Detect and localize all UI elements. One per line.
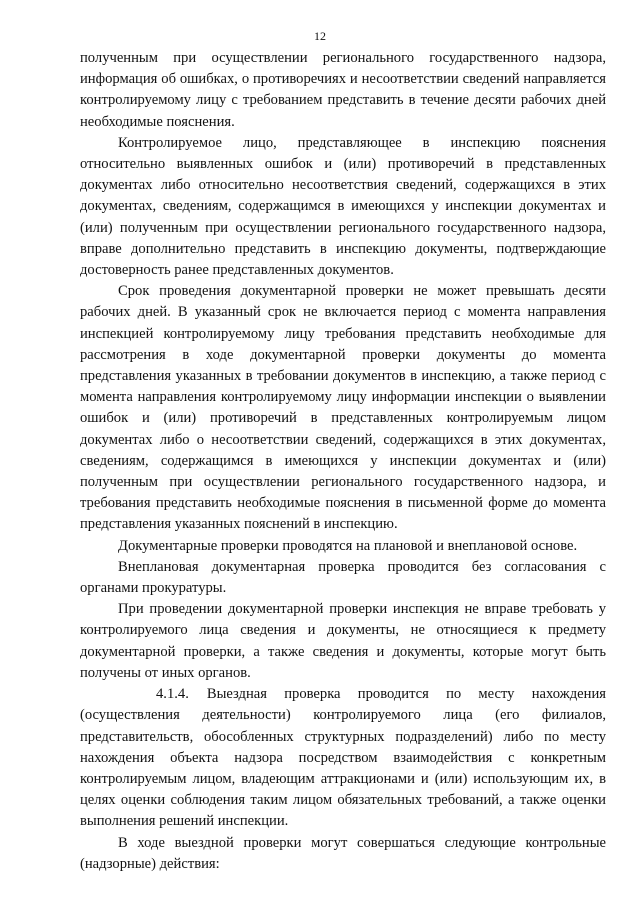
section-number: 4.1.4.	[156, 686, 189, 703]
section-text: Выездная проверка проводится по месту нахождения (осуществления деятельности) контролируемого лица (его филиалов, представительств, обособленных структурных подразделений) либо по месту нахождения объекта надзора посредством взаимодействия с конкретным контролируемым лицом, владеющим аттракционами и (или) использующим их, в целях оценки соблюдения таким лицом обязательных требований, а также оценки выполнения решений инспекции.	[80, 686, 606, 830]
paragraph-term: Срок проведения документарной проверки не может превышать десяти рабочих дней. В указанный срок не включается период с момента направления инспекцией контролируемому лицу требования представить необходимые для рассмотрения в ходе документарной проверки документы до момента представления указанных в требовании документов в инспекцию, а также период с момента направления контролируемому лицу информации инспекции о выявлении ошибок и (или) противоречий в представленных контролируемым лицом документах либо о несоответствии сведений, содержащихся в этих документах, сведениям, содержащимся в имеющихся у инспекции документах и (или) полученным при осуществлении регионального государственного надзора, и требования представить необходимые пояснения в письменной форме до момента представления указанных пояснений в инспекцию.	[80, 283, 606, 533]
paragraph-section-4-1-4	[80, 684, 606, 832]
paragraph-restrictions: При проведении документарной проверки инспекция не вправе требовать у контролируемого лица сведения и документы, не относящиеся к предмету документарной проверки, а также сведения и документы, которые могут быть получены от иных органов.	[80, 601, 606, 681]
paragraph-actions: В ходе выездной проверки могут совершаться следующие контрольные (надзорные) действия:	[80, 834, 606, 872]
paragraph-unscheduled: Внеплановая документарная проверка проводится без согласования с органами прокуратуры.	[80, 558, 606, 597]
page-number: 12	[314, 29, 326, 43]
paragraph-basis: Документарные проверки проводятся на плановой и внеплановой основе.	[118, 537, 578, 554]
paragraph-explanations: Контролируемое лицо, представляющее в инспекцию пояснения относительно выявленных ошибок и (или) противоречий в представленных документах либо относительно несоответствия сведений, содержащихся в этих документах, сведениям, содержащимся в имеющихся у инспекции документах и (или) полученным при осуществлении регионального государственного надзора, вправе дополнительно представить в инспекцию документы, подтверждающие достоверность ранее представленных документов.	[80, 134, 606, 279]
body-text	[80, 48, 606, 875]
paragraph-continuation: полученным при осуществлении регионального государственного надзора, информация об ошибках, о противоречиях и несоответствии сведений направляется контролируемому лицу с требованием представить в течение десяти рабочих дней необходимые пояснения.	[80, 50, 606, 130]
